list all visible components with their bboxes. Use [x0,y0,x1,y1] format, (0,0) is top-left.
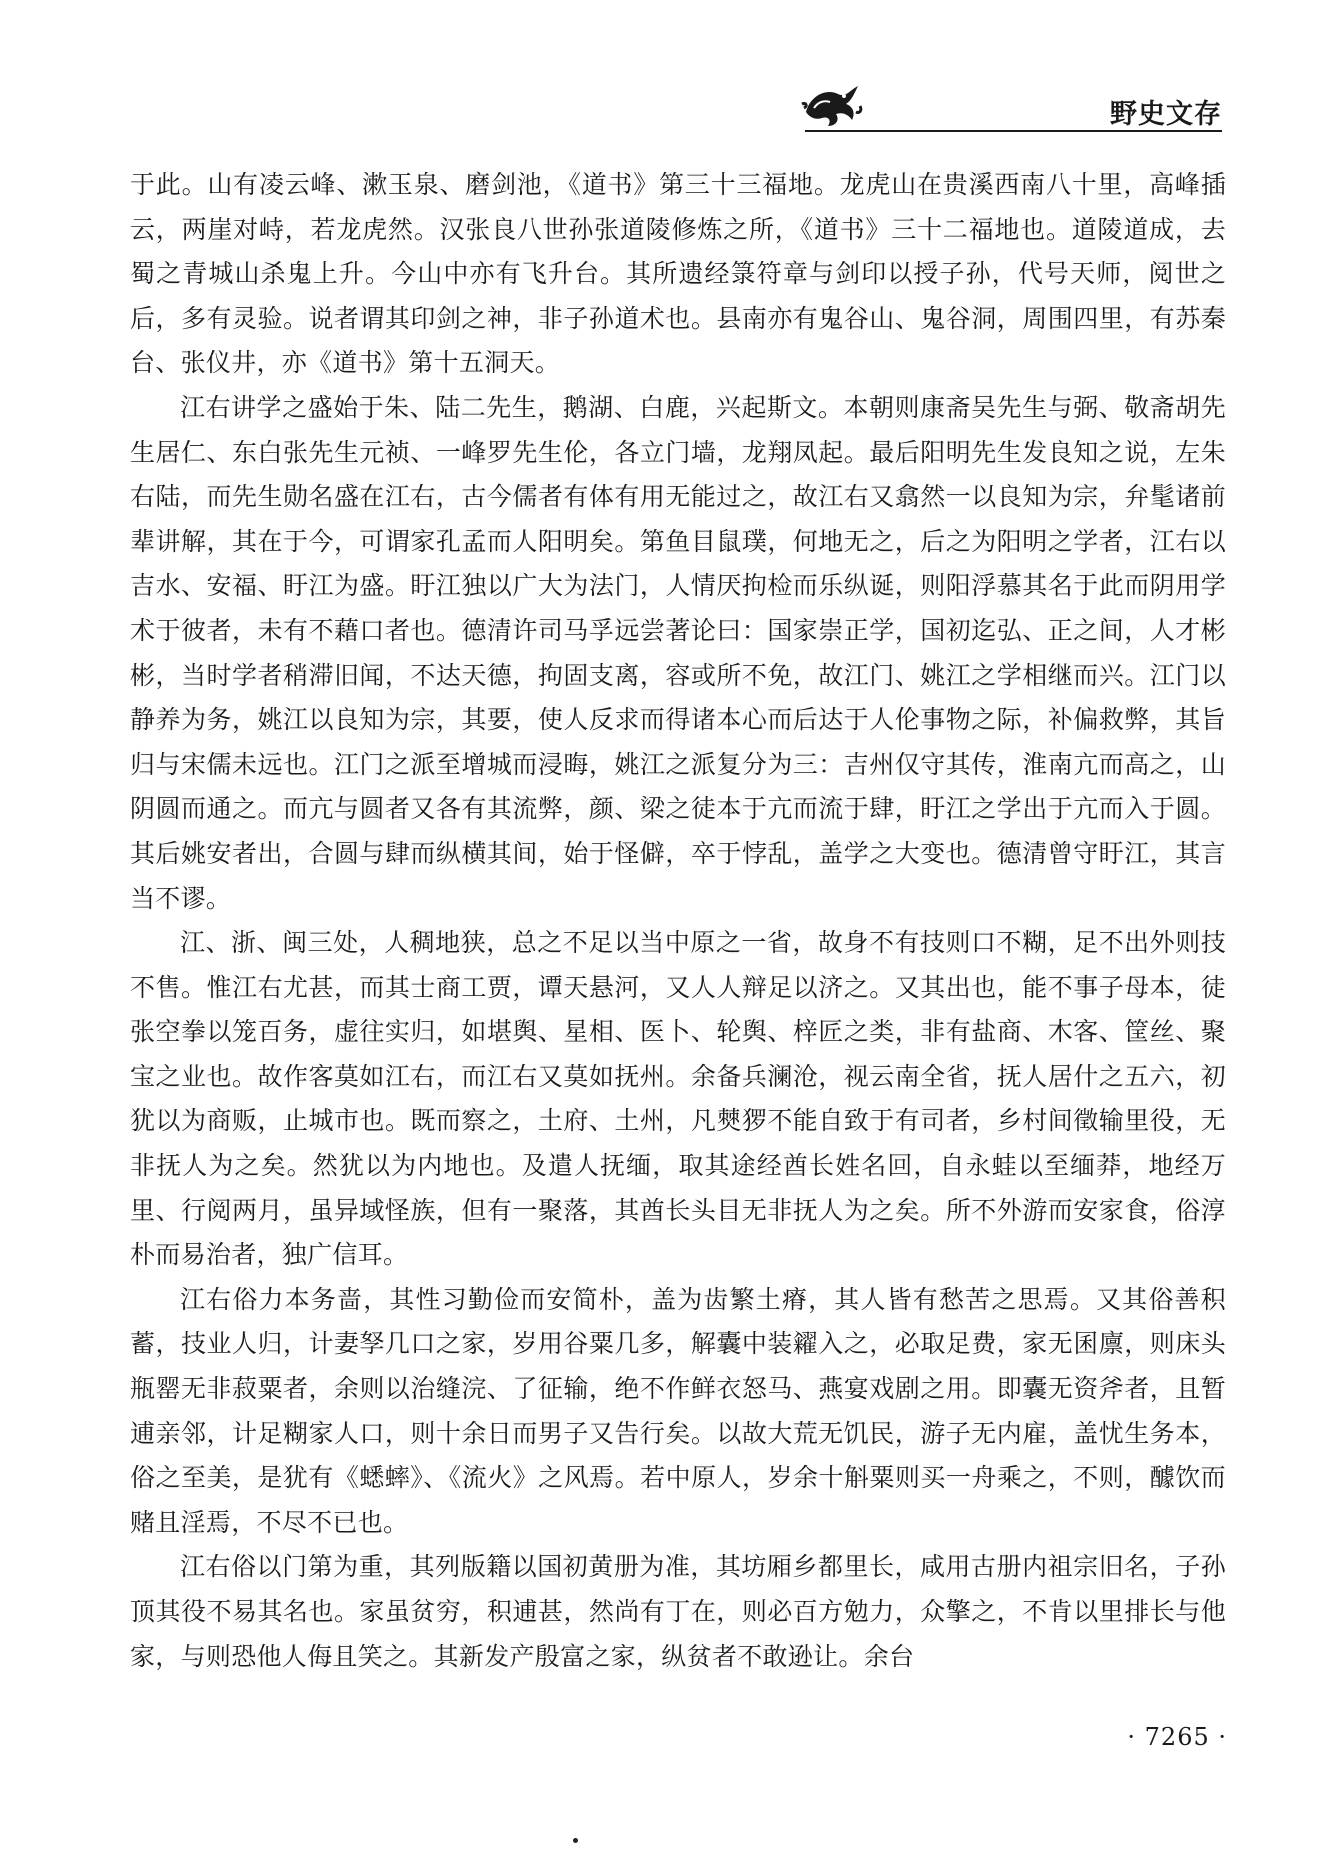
paragraph: 江右俗以门第为重，其列版籍以国初黄册为准，其坊厢乡都里长，咸用古册内祖宗旧名，子孙顶其役不易其名也。家虽贫穷，积逋甚，然尚有丁在，则必百方勉力，众擎之，不肯以里排长与他家，与则恐他人侮且笑之。其新发产殷富之家，纵贫者不敢逊让。余台 [130,1552,1226,1671]
scan-mark [573,1838,578,1843]
book-title: 野史文存 [1110,99,1222,130]
paragraph: 江右讲学之盛始于朱、陆二先生，鹅湖、白鹿，兴起斯文。本朝则康斋吴先生与弼、敬斋胡先生居仁、东白张先生元祯、一峰罗先生伦，各立门墙，龙翔凤起。最后阳明先生发良知之说，左朱右陆，而先生勋名盛在江右，古今儒者有体有用无能过之，故江右又翕然一以良知为宗，弁髦诸前辈讲解，其在于今，可谓家孔孟而人阳明矣。第鱼目鼠璞，何地无之，后之为阳明之学者，江右以吉水、安福、盱江为盛。盱江独以广大为法门，人情厌拘检而乐纵诞，则阳浮慕其名于此而阴用学术于彼者，未有不藉口者也。德清许司马孚远尝著论曰：国家崇正学，国初迄弘、正之间，人才彬彬，当时学者稍滞旧闻，不达天德，拘固支离，容或所不免，故江门、姚江之学相继而兴。江门以静养为务，姚江以良知为宗，其要，使人反求而得诸本心而后达于人伦事物之际，补偏救弊，其旨归与宋儒未远也。江门之派至增城而浸晦，姚江之派复分为三：吉州仅守其传，淮南亢而高之，山阴圆而通之。而亢与圆者又各有其流弊，颜、梁之徒本于亢而流于肆，盱江之学出于亢而入于圆。其后姚安者出，合圆与肆而纵横其间，始于怪僻，卒于悖乱，盖学之大变也。德清曾守盱江，其言当不谬。 [130,392,1226,913]
dragon-emblem-icon [800,78,864,130]
main-text [130,163,1226,1679]
paragraph: 江、浙、闽三处，人稠地狭，总之不足以当中原之一省，故身不有技则口不糊，足不出外则技不售。惟江右尤甚，而其士商工贾，谭天悬河，又人人辩足以济之。又其出也，能不事子母本，徒张空拳以笼百务，虚往实归，如堪舆、星相、医卜、轮舆、梓匠之类，非有盐商、木客、筐丝、聚宝之业也。故作客莫如江右，而江右又莫如抚州。余备兵澜沧，视云南全省，抚人居什之五六，初犹以为商贩，止城市也。既而察之，土府、土州，凡僰猡不能自致于有司者，乡村间徵输里役，无非抚人为之矣。然犹以为内地也。及遣人抚缅，取其途经酋长姓名回，自永蛙以至缅莽，地经万里、行阅两月，虽异域怪族，但有一聚落，其酋长头目无非抚人为之矣。所不外游而安家食，俗淳朴而易治者，独广信耳。 [130,928,1226,1270]
page-number: · 7265 · [1127,1723,1227,1751]
running-header [0,70,1322,140]
paragraph-continuation: 于此。山有凌云峰、漱玉泉、磨剑池，《道书》第三十三福地。龙虎山在贵溪西南八十里，高峰插云，两崖对峙，若龙虎然。汉张良八世孙张道陵修炼之所，《道书》三十二福地也。道陵道成，去蜀之青城山杀鬼上升。今山中亦有飞升台。其所遗经箓符章与剑印以授子孙，代号天师，阅世之后，多有灵验。说者谓其印剑之神，非子孙道术也。县南亦有鬼谷山、鬼谷洞，周围四里，有苏秦台、张仪井，亦《道书》第十五洞天。 [130,170,1226,378]
paragraph: 江右俗力本务啬，其性习勤俭而安简朴，盖为齿繁土瘠，其人皆有愁苦之思焉。又其俗善积蓄，技业人归，计妻孥几口之家，岁用谷粟几多，解囊中装糴入之，必取足费，家无囷廪，则床头瓶罂无非菽粟者，余则以治缝浣、了征输，绝不作鲜衣怒马、燕宴戏剧之用。即囊无资斧者，且暂逋亲邻，计足糊家人口，则十余日而男子又告行矣。以故大荒无饥民，游子无内雇，盖忧生务本，俗之至美，是犹有《蟋蟀》、《流火》之风焉。若中原人，岁余十斛粟则买一舟乘之，不则，醵饮而赌且淫焉，不尽不已也。 [130,1284,1226,1537]
header-divider [805,130,1222,132]
